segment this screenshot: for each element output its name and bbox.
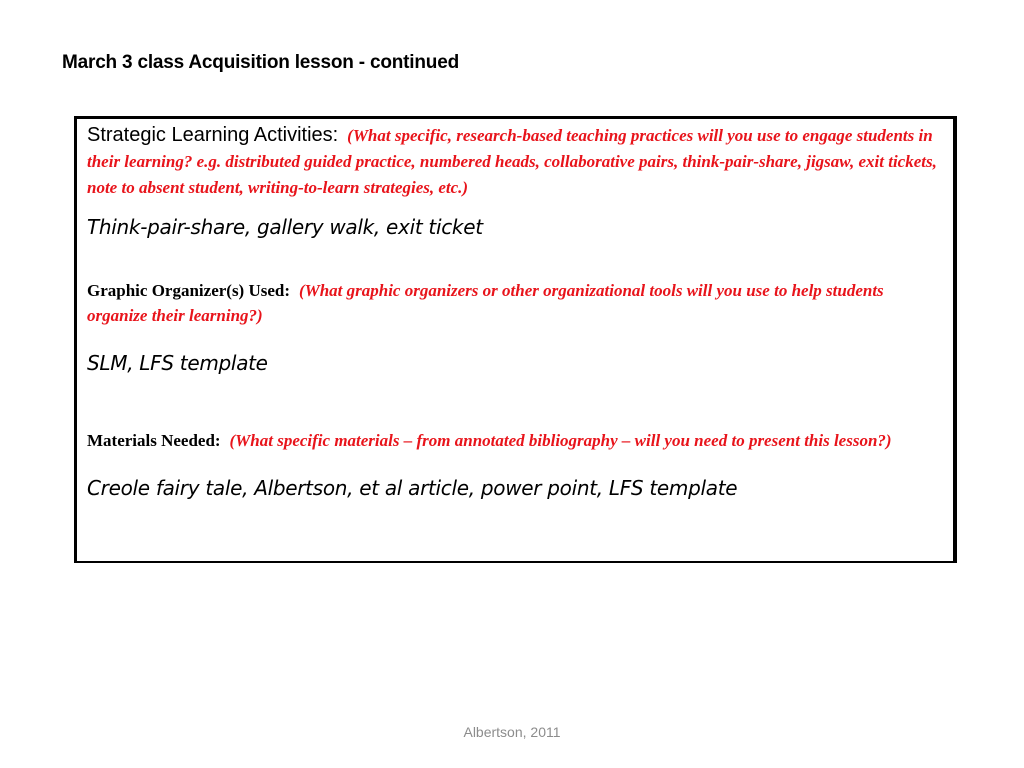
- graphic-organizers-text: [87, 279, 943, 329]
- section-heading: Graphic Organizer(s) Used:: [87, 281, 291, 300]
- section-heading: Strategic Learning Activities:: [87, 124, 339, 146]
- section-answer: SLM, LFS template: [87, 351, 268, 375]
- lesson-plan-box: [74, 116, 957, 563]
- section-prompt: (What specific materials – from annotated bibliography – will you need to present this lesson?): [229, 431, 892, 450]
- materials-needed-text: [87, 429, 943, 454]
- footer-credit: Albertson, 2011: [463, 724, 561, 740]
- page-title: March 3 class Acquisition lesson - continued: [62, 52, 459, 73]
- section-prompt: (What graphic organizers or other organizational tools will you use to help students organize their learning?): [87, 281, 884, 325]
- strategic-learning-activities-section: [87, 123, 943, 239]
- section-answer: Creole fairy tale, Albertson, et al article, power point, LFS template: [87, 476, 738, 500]
- section-heading: Materials Needed:: [87, 431, 221, 450]
- materials-needed-section: [87, 429, 943, 500]
- strategic-learning-activities-text: [87, 123, 943, 201]
- section-prompt: (What specific, research-based teaching practices will you use to engage students in their learning? e.g. distributed guided practice, numbered heads, collaborative pairs, think-pair-share, jigsaw, exit tickets, note to absent student, writing-to-learn strategies, etc.): [87, 126, 937, 197]
- graphic-organizers-section: [87, 279, 943, 375]
- section-answer: Think-pair-share, gallery walk, exit ticket: [87, 215, 483, 239]
